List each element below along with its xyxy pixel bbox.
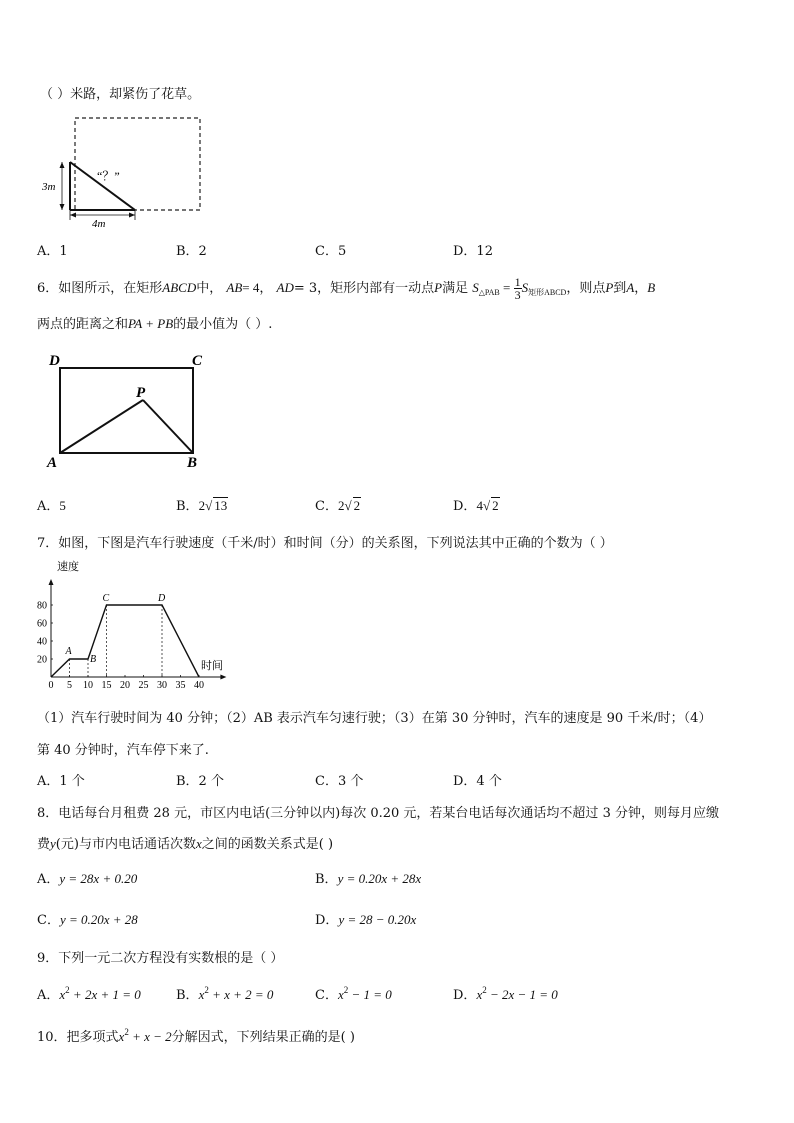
chart-xtick-label: 10 [83, 680, 93, 691]
q8-option-d[interactable]: D．y = 28 − 0.20x [315, 912, 417, 928]
chart-xtick-label: 15 [101, 680, 112, 691]
q5-path-label: “？” [97, 169, 120, 183]
q9-option-b[interactable]: B．$x^2 + x + 2 = 0$ [176, 985, 274, 1003]
q5-option-d[interactable]: D．12 [453, 244, 493, 259]
q10-stem: 10．把多项式$x^2 + x - 2$分解因式，下列结果正确的是( ) [37, 1027, 355, 1045]
chart-xtick-label: 30 [157, 680, 167, 691]
chart-ytick-label: 60 [37, 618, 47, 630]
q5-option-b[interactable]: B．2 [176, 244, 207, 259]
q5-option-a[interactable]: A．1 [37, 244, 68, 259]
q6-option-a[interactable]: A．5 [37, 498, 66, 514]
chart-xtick-label: 35 [175, 680, 186, 691]
chart-xtick-label: 20 [120, 680, 130, 691]
chart-xtick-label: 5 [67, 680, 72, 691]
q7-statements-line1: （1）汽车行驶时间为 40 分钟；（2）AB 表示汽车匀速行驶；（3）在第 30 分钟时，汽车的速度是 90 千米/时；（4） [37, 711, 712, 726]
q7-option-d[interactable]: D．4 个 [453, 774, 502, 789]
q5-text: （ ）米路，却紧伤了花草。 [40, 87, 201, 102]
q6-option-d[interactable]: D．4√ 2 [453, 498, 499, 514]
q5-option-c[interactable]: C．5 [315, 244, 347, 259]
q6-label-d: D [49, 353, 60, 369]
q7-stem: 7．如图，下图是汽车行驶速度（千米/时）和时间（分）的关系图，下列说法其中正确的个数为（ ） [37, 536, 613, 551]
chart-point-label-C: C [102, 593, 110, 604]
q8-option-c[interactable]: C．y = 0.20x + 28 [37, 912, 138, 928]
q6-figure [40, 348, 220, 473]
chart-xlabel: 时间 [201, 660, 223, 672]
q6-stem-line1: 6．如图所示，在矩形ABCD中， AB= 4， AD= 3，矩形内部有一动点P满足 $S_{\triangle PAB}$ = $\frac{1}{3}$ $S_{矩形ABCD}$，则点P到A，B [37, 275, 656, 302]
q9-option-c[interactable]: C．$x^2 - 1 = 0$ [315, 985, 392, 1003]
q6-segment-pa [60, 400, 143, 453]
chart-ytick-label: 80 [37, 600, 47, 612]
chart-ytick-label: 20 [37, 654, 47, 666]
q7-option-a[interactable]: A．1 个 [37, 774, 85, 789]
q7-option-b[interactable]: B．2 个 [176, 774, 224, 789]
q8-stem-line1: 8．电话每台月租费 28 元，市区内电话(三分钟以内)每次 0.20 元，若某台电话每次通话均不超过 3 分钟，则每月应缴 [37, 806, 719, 821]
chart-ytick-label: 40 [37, 636, 47, 648]
q6-stem-line2: 两点的距离之和PA + PB的最小值为（ ）. [37, 316, 273, 332]
chart-y-arrow [49, 579, 54, 585]
q8-stem-line2: 费y(元)与市内电话通话次数x之间的函数关系式是( ) [37, 836, 334, 852]
q8-option-b[interactable]: B．y = 0.20x + 28x [315, 871, 422, 887]
q6-label-c: C [192, 353, 203, 369]
q5-side-label: 3m [42, 181, 56, 193]
chart-x-arrow [220, 675, 226, 680]
q5-figure [40, 110, 210, 235]
q6-option-c[interactable]: C．2√ 2 [315, 498, 361, 514]
chart-point-label-A: A [65, 646, 72, 657]
chart-point-label-B: B [90, 654, 97, 665]
q7-option-c[interactable]: C．3 个 [315, 774, 364, 789]
q6-label-a: A [47, 455, 58, 471]
q5-bottom-label: 4m [92, 218, 106, 230]
q6-option-b[interactable]: B．2√ 13 [176, 498, 228, 514]
q7-statements-line2: 第 40 分钟时，汽车停下来了. [37, 743, 209, 758]
q5-dashed-rect [75, 118, 200, 210]
q9-option-a[interactable]: A．$x^2 + 2x + 1 = 0$ [37, 985, 141, 1003]
q6-label-p: P [136, 385, 146, 401]
q8-option-a[interactable]: A．y = 28x + 0.20 [37, 871, 138, 887]
q9-stem: 9．下列一元二次方程没有实数根的是（ ） [37, 951, 284, 966]
chart-xtick-label: 40 [194, 680, 204, 691]
q9-option-d[interactable]: D．$x^2 - 2x - 1 = 0$ [453, 985, 558, 1003]
chart-xtick-label: 25 [138, 680, 149, 691]
chart-point-label-D: D [158, 593, 166, 604]
q6-segment-pb [143, 400, 193, 453]
chart-xtick-label: 0 [48, 680, 54, 691]
q6-label-b: B [187, 455, 198, 471]
chart-ylabel: 速度 [57, 561, 79, 573]
chart-series-line [51, 605, 199, 677]
q7-chart [30, 557, 230, 692]
